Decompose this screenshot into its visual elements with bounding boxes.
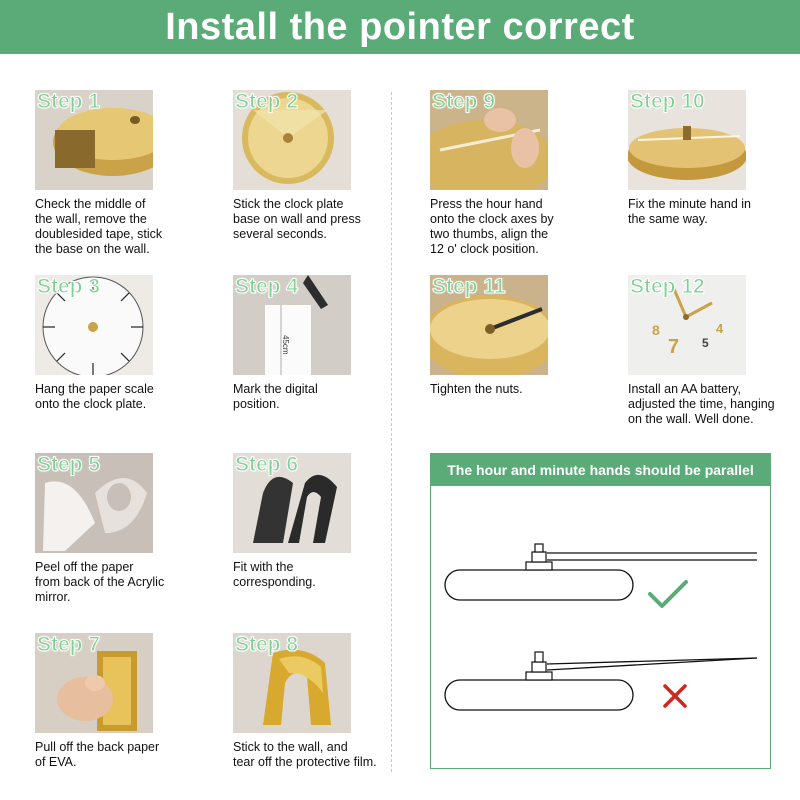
check-icon bbox=[650, 582, 686, 606]
step-9-photo bbox=[430, 90, 548, 190]
step-11-label: Step 11 bbox=[432, 275, 506, 298]
step-2-photo bbox=[233, 90, 351, 190]
step-10-photo bbox=[628, 90, 746, 190]
step-5-label: Step 5 bbox=[37, 453, 101, 476]
step-6-photo bbox=[233, 453, 351, 553]
step-5-photo bbox=[35, 453, 153, 553]
step-12-caption: Install an AA battery, adjusted the time, hanging on the wall. Well done. bbox=[628, 382, 775, 426]
clock-number-8: 8 bbox=[652, 322, 660, 338]
step-6 bbox=[233, 453, 383, 590]
step-1 bbox=[35, 90, 185, 257]
wrong-example bbox=[445, 652, 757, 710]
hands-diagram bbox=[431, 486, 770, 768]
step-2-label: Step 2 bbox=[235, 90, 299, 113]
step-3 bbox=[35, 275, 185, 412]
step-5-caption: Peel off the paper from back of the Acrylic mirror. bbox=[35, 560, 165, 604]
step-9-caption: Press the hour hand onto the clock axes by two thumbs, align the 12 o' clock position. bbox=[430, 197, 554, 256]
step-4-caption: Mark the digital position. bbox=[233, 382, 318, 411]
parallel-hands-tip bbox=[430, 453, 771, 769]
step-6-caption: Fit with the corresponding. bbox=[233, 560, 316, 589]
step-12 bbox=[628, 275, 778, 427]
step-4-label: Step 4 bbox=[235, 275, 299, 298]
step-10 bbox=[628, 90, 778, 227]
step-11-photo bbox=[430, 275, 548, 375]
step-10-label: Step 10 bbox=[630, 90, 705, 113]
step-2 bbox=[233, 90, 383, 242]
step-8-caption: Stick to the wall, and tear off the protective film. bbox=[233, 740, 377, 769]
step-10-caption: Fix the minute hand in the same way. bbox=[628, 197, 751, 226]
step-7-photo bbox=[35, 633, 153, 733]
step-1-label: Step 1 bbox=[37, 90, 101, 113]
step-12-photo bbox=[628, 275, 746, 375]
step-1-caption: Check the middle of the wall, remove the doublesided tape, stick the base on the wall. bbox=[35, 197, 163, 256]
step-8-photo bbox=[233, 633, 351, 733]
step-3-label: Step 3 bbox=[37, 275, 101, 298]
step-9-label: Step 9 bbox=[432, 90, 496, 113]
step-11-caption: Tighten the nuts. bbox=[430, 382, 523, 396]
clock-number-5: 5 bbox=[702, 336, 709, 350]
correct-example bbox=[445, 544, 757, 600]
tip-title: The hour and minute hands should be parallel bbox=[431, 454, 770, 486]
step-11 bbox=[430, 275, 580, 397]
step-9 bbox=[430, 90, 580, 257]
cross-icon bbox=[665, 686, 685, 706]
clock-number-7: 7 bbox=[668, 336, 680, 358]
step-7-label: Step 7 bbox=[37, 633, 101, 656]
step-7-caption: Pull off the back paper of EVA. bbox=[35, 740, 160, 769]
step-6-label: Step 6 bbox=[235, 453, 299, 476]
page-title: Install the pointer correct bbox=[165, 5, 635, 48]
scale-mark-text: 45cm bbox=[281, 335, 290, 355]
clock-number-4: 4 bbox=[716, 321, 724, 336]
title-banner bbox=[0, 0, 800, 54]
step-1-photo bbox=[35, 90, 153, 190]
step-3-caption: Hang the paper scale onto the clock plate. bbox=[35, 382, 154, 411]
step-12-label: Step 12 bbox=[630, 275, 705, 298]
step-8 bbox=[233, 633, 383, 770]
step-2-caption: Stick the clock plate base on wall and press several seconds. bbox=[233, 197, 361, 241]
step-3-photo bbox=[35, 275, 153, 375]
step-8-label: Step 8 bbox=[235, 633, 299, 656]
step-4 bbox=[233, 275, 383, 412]
column-divider bbox=[391, 92, 392, 772]
step-4-photo bbox=[233, 275, 351, 375]
step-7 bbox=[35, 633, 185, 770]
step-5 bbox=[35, 453, 185, 605]
